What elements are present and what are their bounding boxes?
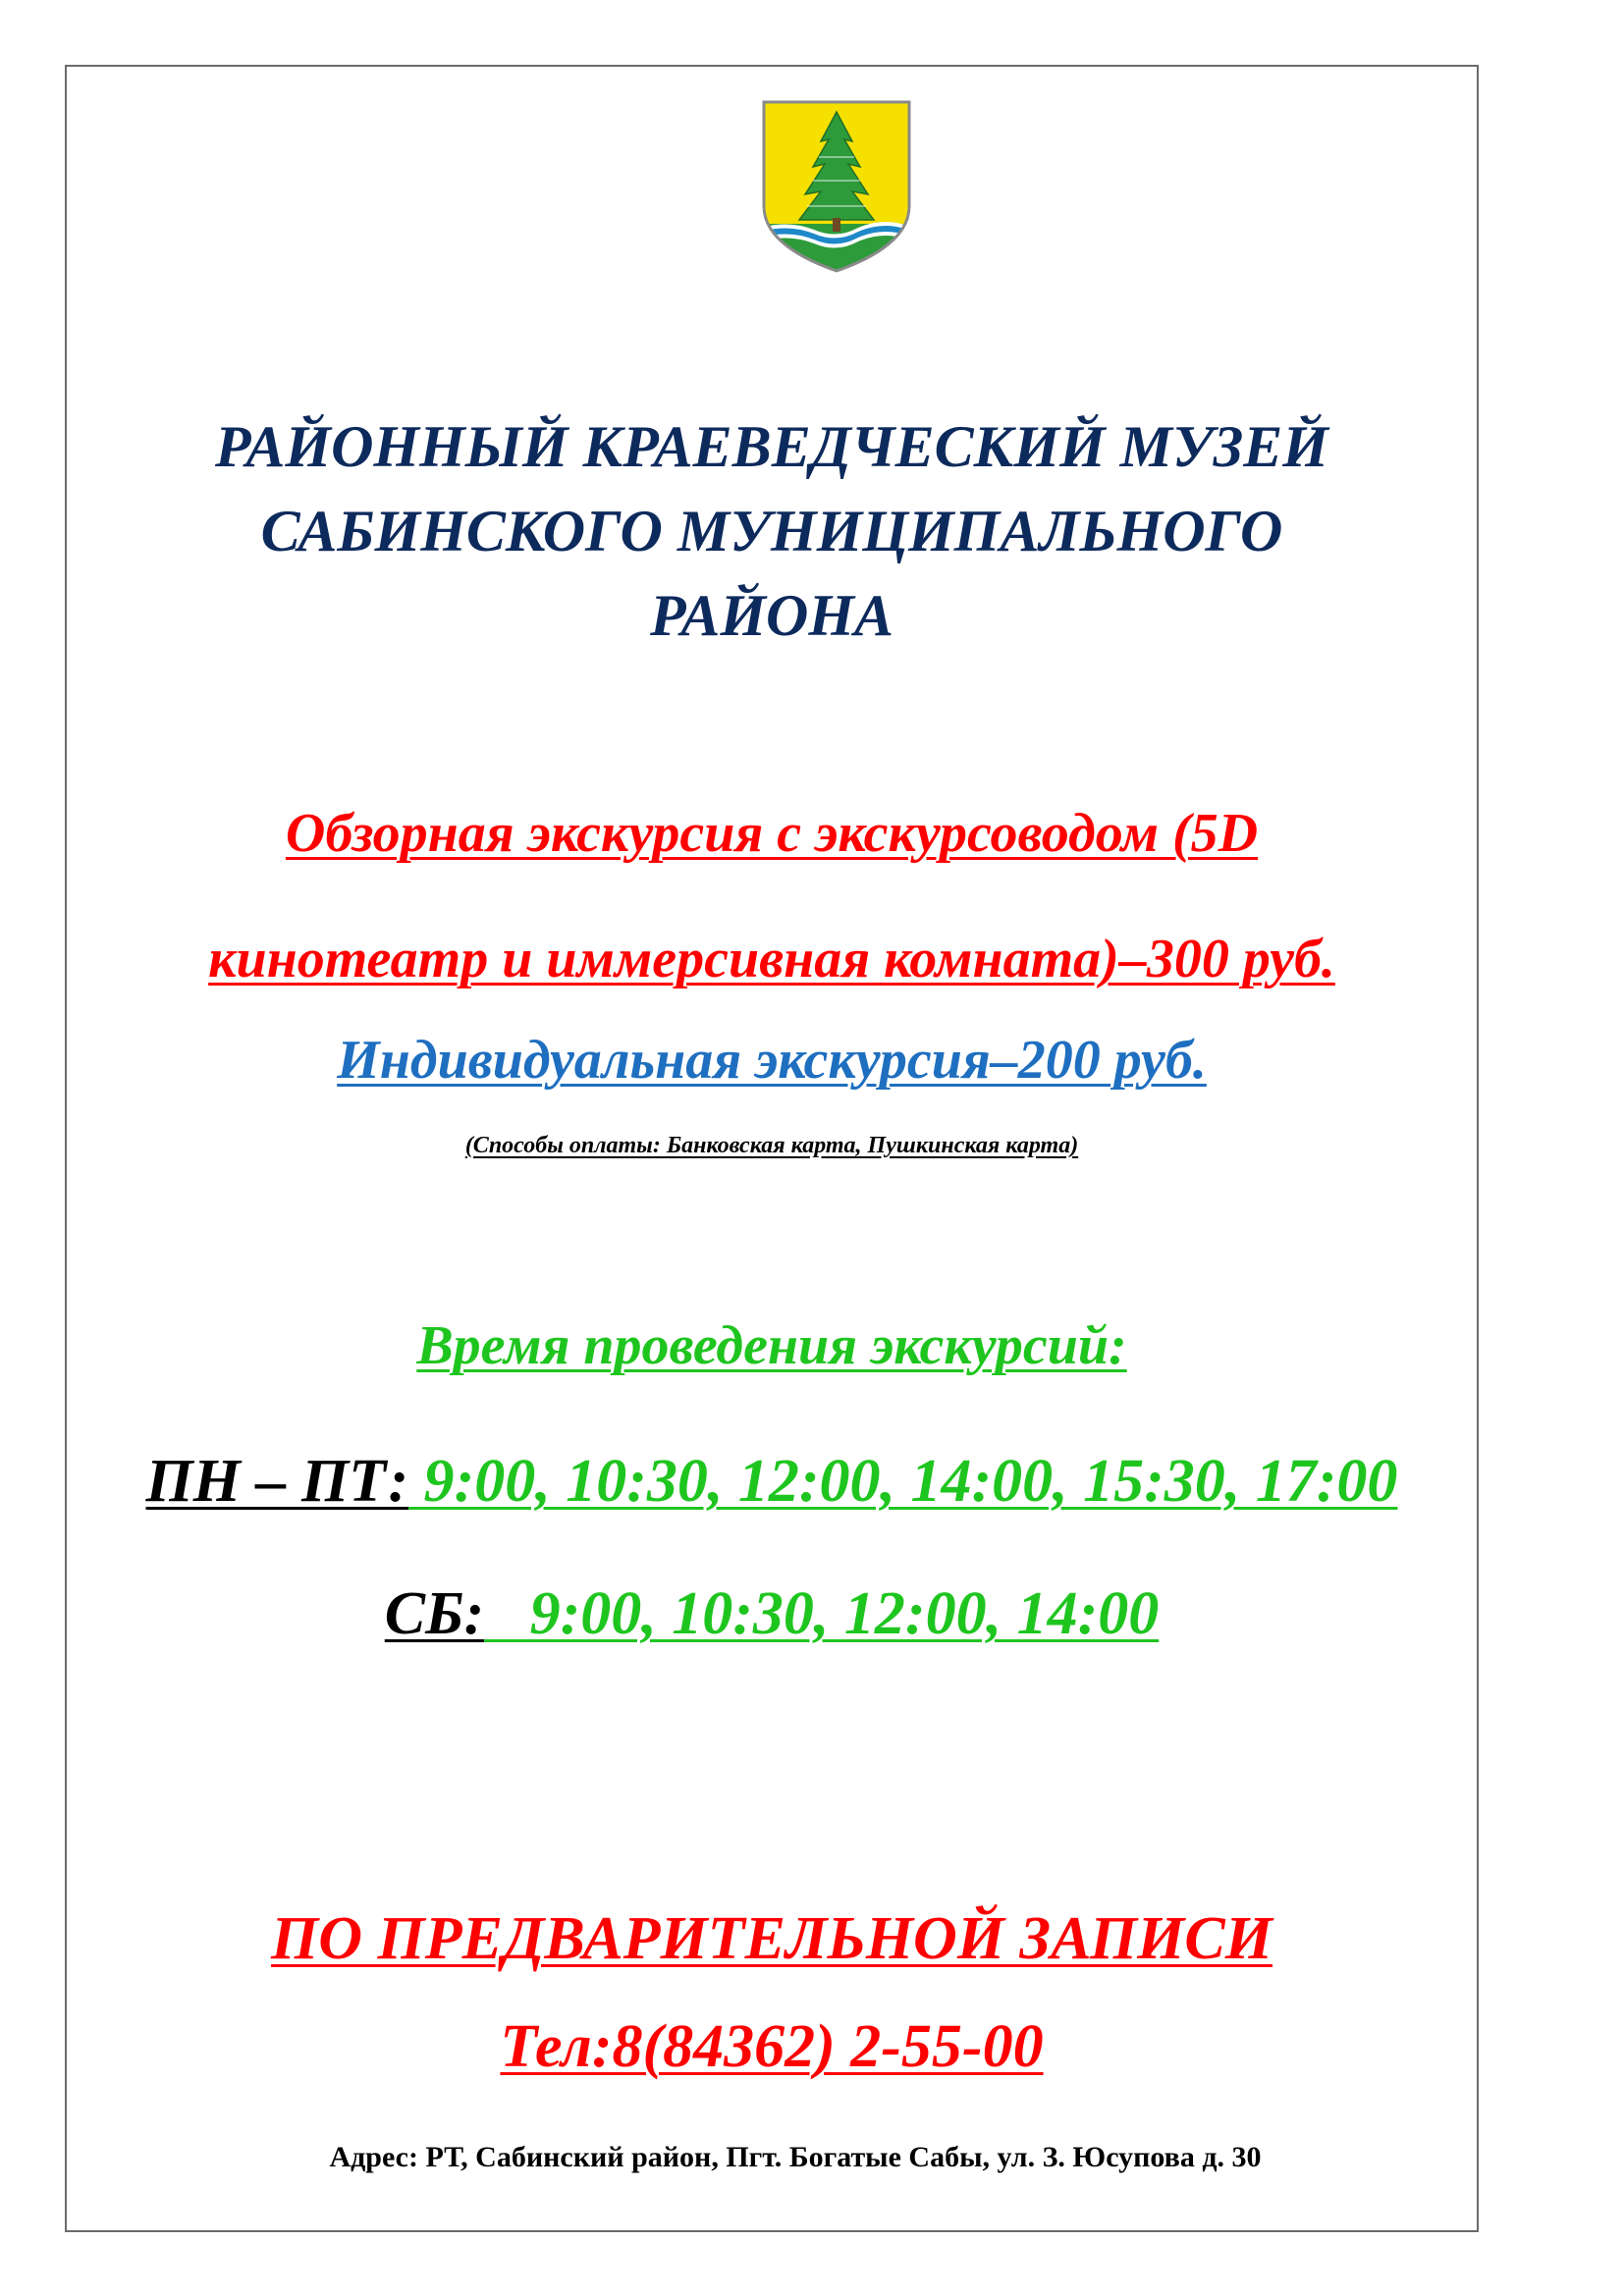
payment-note-text: (Способы оплаты: Банковская карта, Пушкинская карта)	[464, 1133, 1079, 1158]
address: Адрес: РТ, Сабинский район, Пгт. Богатые Сабы, ул. З. Юсупова д. 30	[329, 2141, 1262, 2173]
excursion-overview-line-1: Обзорная экскурсия с экскурсоводом (5D	[285, 803, 1259, 864]
saturday-times: 9:00, 10:30, 12:00, 14:00	[484, 1580, 1160, 1647]
weekdays-label: ПН – ПТ:	[145, 1448, 409, 1515]
excursion-overview	[65, 771, 1479, 1022]
excursion-overview-line-2: кинотеатр и иммерсивная комната)–300 руб.	[208, 929, 1335, 989]
booking-notice	[65, 1899, 1479, 1978]
booking-notice-text: ПО ПРЕДВАРИТЕЛЬНОЙ ЗАПИСИ	[271, 1905, 1272, 1972]
title-line-3: РАЙОНА	[649, 583, 894, 648]
coat-of-arms-icon	[760, 98, 913, 275]
schedule-heading-text: Время проведения экскурсий:	[416, 1315, 1127, 1376]
saturday-label: СБ:	[384, 1580, 485, 1647]
weekdays-times: 9:00, 10:30, 12:00, 14:00, 15:30, 17:00	[408, 1448, 1398, 1515]
schedule-saturday	[65, 1575, 1479, 1652]
payment-note	[65, 1129, 1479, 1162]
title-line-1: РАЙОННЫЙ КРАЕВЕДЧЕСКИЙ МУЗЕЙ	[215, 414, 1328, 479]
schedule-heading	[65, 1310, 1479, 1381]
excursion-individual	[65, 1026, 1479, 1095]
phone-number-text: Тел:8(84362) 2-55-00	[500, 2013, 1044, 2080]
title-line-2: САБИНСКОГО МУНИЦИПАЛЬНОГО	[260, 499, 1283, 563]
excursion-individual-text: Индивидуальная экскурсия–200 руб.	[337, 1030, 1207, 1091]
museum-title	[65, 404, 1479, 658]
phone-number	[65, 2007, 1479, 2086]
schedule-weekdays	[65, 1443, 1479, 1520]
